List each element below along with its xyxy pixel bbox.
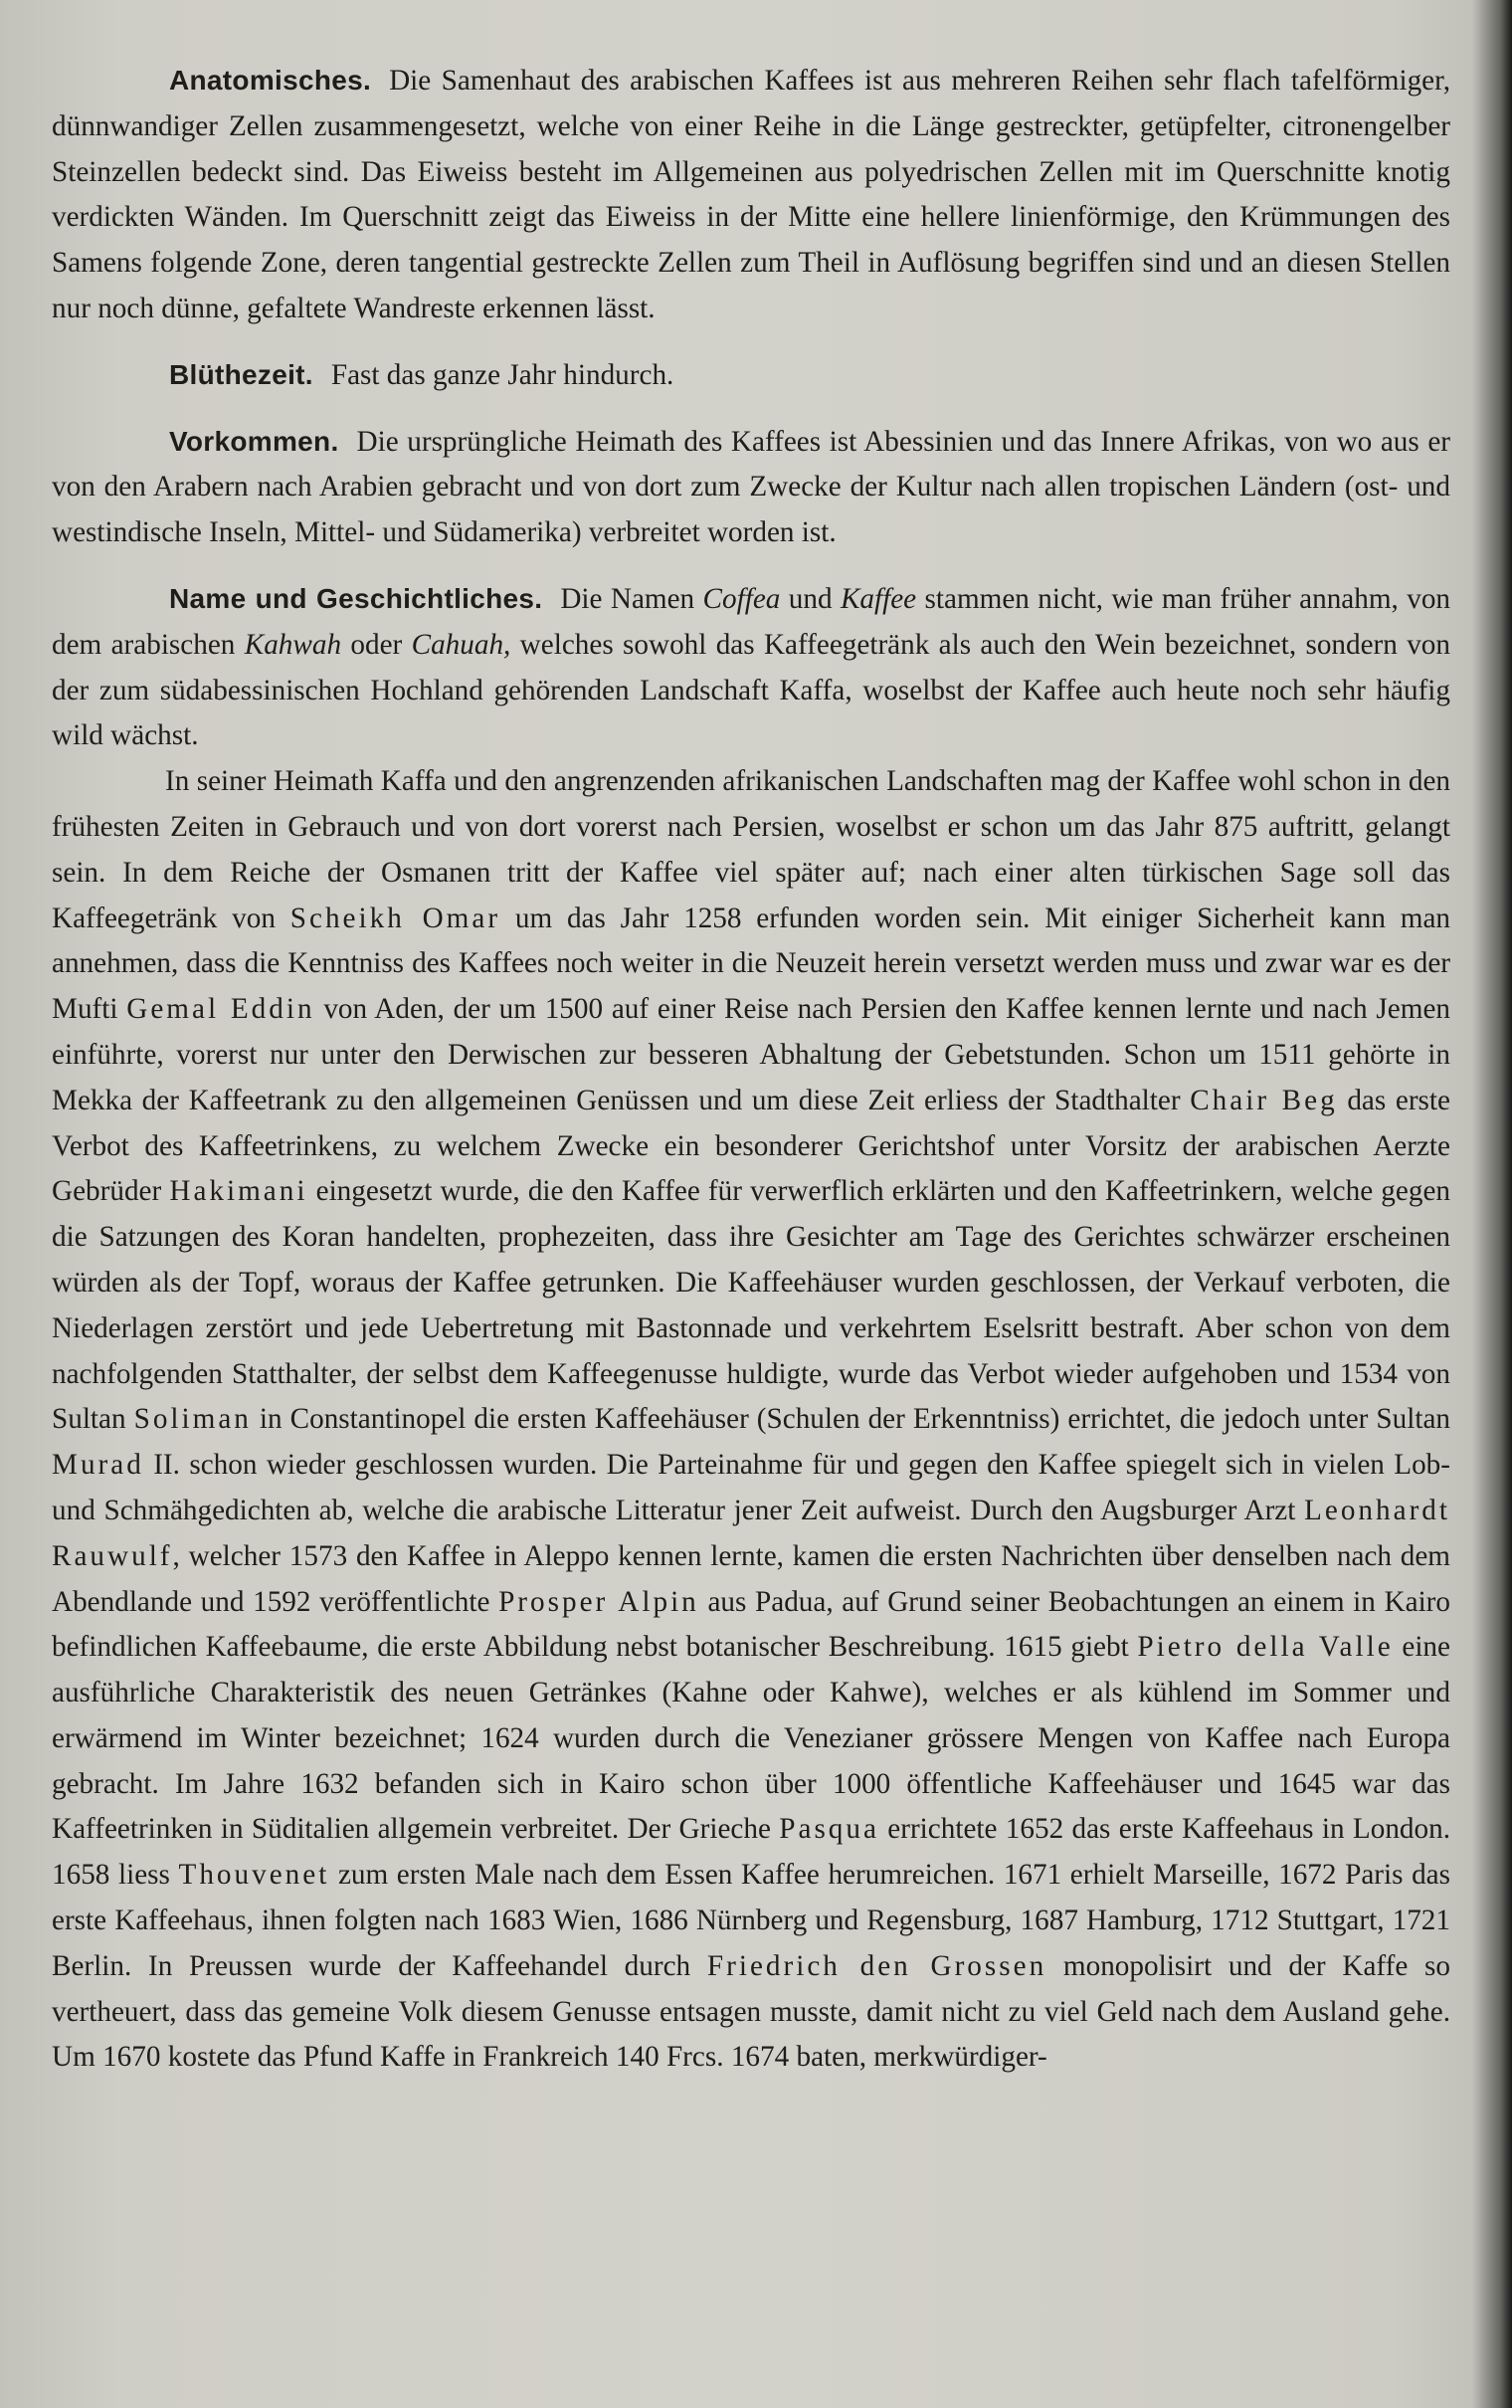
name-text-1: Die Namen — [560, 582, 703, 615]
person-thouvenet: Thouvenet — [178, 1859, 330, 1892]
history-text-8: , welcher 1573 den Kaffee in Aleppo kennen lernte, kamen die ersten Nachrichten über denselben nach dem Abendlande und 1592 veröffentlichte — [52, 1539, 1450, 1618]
person-hakimani: Hakimani — [169, 1175, 308, 1208]
name-paragraph — [52, 576, 1450, 759]
person-chair-beg: Chair Beg — [1190, 1084, 1338, 1116]
bluethezeit-paragraph — [52, 352, 1450, 399]
person-scheikh-omar: Scheikh Omar — [289, 902, 501, 934]
history-text-13: monopolisirt und der Kaffe so vertheuert, dass das gemeine Volk diesem Genusse entsagen musste, damit nicht zu viel Geld nach dem Ausland gehe. Um 1670 kostete das Pfund Kaffe in Frankreich 140 Frcs. 1674 baten, merkwürdiger- — [52, 1949, 1450, 2074]
term-kaffee: Kaffee — [840, 582, 917, 615]
history-text-11: errichtete 1652 das erste Kaffeehaus in London. 1658 liess — [52, 1813, 1450, 1892]
person-pasqua: Pasqua — [779, 1813, 879, 1846]
history-text-3: von Aden, der um 1500 auf einer Reise nach Persien den Kaffee kennen lernte und nach Jemen einführte, vorerst nur unter den Derwischen zur besseren Abhaltung der Gebetstunden. Schon um 1511 gehörte in Mekka der Kaffeetrank zu den allgemeinen Genüssen und um diese Zeit erliess der Stadthalter — [52, 993, 1450, 1116]
term-kahwah: Kahwah — [244, 628, 342, 661]
history-text-12: zum ersten Male nach dem Essen Kaffee herumreichen. 1671 erhielt Marseille, 1672 Paris das erste Kaffeehaus, ihnen folgten nach 1683 Wien, 1686 Nürnberg und Regensburg, 1687 Hamburg, 1712 Stuttgart, 1721 Berlin. In Preussen wurde der Kaffeehandel durch — [52, 1859, 1450, 1982]
vorkommen-text: Die ursprüngliche Heimath des Kaffees ist Abessinien und das Innere Afrikas, von wo aus er von den Arabern nach Arabien gebracht und von dort zum Zwecke der Kultur nach allen tropischen Ländern (ost- und westindische Inseln, Mittel- und Südamerika) verbreitet worden ist. — [52, 425, 1450, 549]
person-gemal-eddin: Gemal Eddin — [126, 993, 315, 1026]
person-soliman: Soliman — [133, 1403, 252, 1436]
term-coffea: Coffea — [702, 582, 781, 615]
person-murad: Murad — [52, 1449, 144, 1482]
section-heading-name: Name und Geschichtliches. — [169, 582, 543, 614]
section-heading-bluethezeit: Blüthezeit. — [169, 358, 313, 390]
vorkommen-paragraph — [52, 419, 1450, 556]
history-text-6: in Constantinopel die ersten Kaffeehäuser (Schulen der Erkenntniss) errichtet, die jedoch unter Sultan — [251, 1403, 1450, 1436]
term-cahuah: Cahuah, — [411, 628, 511, 661]
name-text-2: und — [780, 582, 841, 615]
history-text-4: das erste Verbot des Kaffeetrinkens, zu welchem Zwecke ein besonderer Gerichtshof unter Vorsitz der arabischen Aerzte Gebrüder — [52, 1084, 1450, 1208]
name-text-5: welches sowohl das Kaffeegetränk als auch den Wein bezeichnet, sondern von der zum südabessinischen Hochland gehörenden Landschaft Kaffa, woselbst der Kaffee auch heute noch sehr häufig wild wächst. — [52, 628, 1450, 752]
section-heading-vorkommen: Vorkommen. — [169, 425, 339, 457]
history-text-1: In seiner Heimath Kaffa und den angrenzenden afrikanischen Landschaften mag der Kaffee wohl schon in den frühesten Zeiten in Gebrauch und von dort vorerst nach Persien, woselbst er schon um das Jahr 875 auftritt, gelangt sein. In dem Reiche der Osmanen tritt der Kaffee viel später auf; nach einer alten türkischen Sage soll das Kaffeegetränk von — [52, 765, 1450, 934]
person-friedrich: Friedrich den Grossen — [706, 1949, 1047, 1982]
section-heading-anatomisches: Anatomisches. — [169, 65, 372, 96]
history-text-2: um das Jahr 1258 erfunden worden sein. Mit einiger Sicherheit kann man annehmen, dass die Kenntniss des Kaffees noch weiter in die Neuzeit herein versetzt werden muss und zwar war es der Mufti — [52, 902, 1450, 1026]
name-text-4: oder — [341, 628, 412, 661]
history-text-10: eine ausführliche Charakteristik des neuen Getränkes (Kahne oder Kahwe), welches er als kühlend im Sommer und erwärmend im Winter bezeichnet; 1624 wurden durch die Venezianer grössere Mengen von Kaffee nach Europa gebracht. Im Jahre 1632 befanden sich in Kairo schon über 1000 öffentliche Kaffeehäuser und 1645 war das Kaffeetrinken in Süditalien allgemein verbreitet. Der Grieche — [52, 1631, 1450, 1846]
name-text-3: stammen nicht, wie man früher annahm, von dem arabischen — [52, 582, 1451, 661]
person-prosper-alpin: Prosper Alpin — [498, 1585, 699, 1618]
bluethezeit-text: Fast das ganze Jahr hindurch. — [330, 358, 674, 391]
history-text-9: aus Padua, auf Grund seiner Beobachtungen an einem in Kairo befindlichen Kaffeebaume, die erste Abbildung nebst botanischer Beschreibung. 1615 giebt — [52, 1585, 1450, 1664]
anatomisches-text: Die Samenhaut des arabischen Kaffees ist aus mehreren Reihen sehr flach tafelförmiger, dünnwandiger Zellen zusammengesetzt, welche von einer Reihe in die Länge gestreckter, getüpfelter, citronengelber Steinzellen bedeckt sind. Das Eiweiss besteht im Allgemeinen aus polyedrischen Zellen mit im Querschnitte knotig verdickten Wänden. Im Querschnitt zeigt das Eiweiss in der Mitte eine hellere linienförmige, den Krümmungen des Samens folgende Zone, deren tangential gestreckte Zellen zum Theil in Auflösung begriffen sind und an diesen Stellen nur noch dünne, gefaltete Wandreste erkennen lässt. — [52, 65, 1450, 324]
history-text-5: eingesetzt wurde, die den Kaffee für verwerflich erklärten und den Kaffeetrinkern, welche gegen die Satzungen des Koran handelten, prophezeiten, dass ihre Gesichter am Tage des Gerichtes schwärzer erscheinen würden als der Topf, woraus der Kaffee getrunken. Die Kaffeehäuser wurden geschlossen, der Verkauf verboten, die Niederlagen zerstört und jede Uebertretung mit Bastonnade und verkehrtem Eselsritt bestraft. Aber schon von dem nachfolgenden Statthalter, der selbst dem Kaffeegenusse huldigte, wurde das Verbot wieder aufgehoben und 1534 von Sultan — [52, 1175, 1450, 1436]
anatomisches-paragraph — [52, 58, 1450, 332]
history-paragraph — [52, 759, 1450, 2081]
page-edge-shadow — [1472, 0, 1512, 2408]
history-text-7: II. schon wieder geschlossen wurden. Die Parteinahme für und gegen den Kaffee spiegelt sich in vielen Lob- und Schmähgedichten ab, welche die arabische Litteratur jener Zeit aufweist. Durch den Augsburger Arzt — [52, 1449, 1450, 1526]
person-pietro-della-valle: Pietro della Valle — [1137, 1631, 1394, 1664]
person-rauwulf: Leonhardt Rauwulf — [52, 1494, 1450, 1572]
